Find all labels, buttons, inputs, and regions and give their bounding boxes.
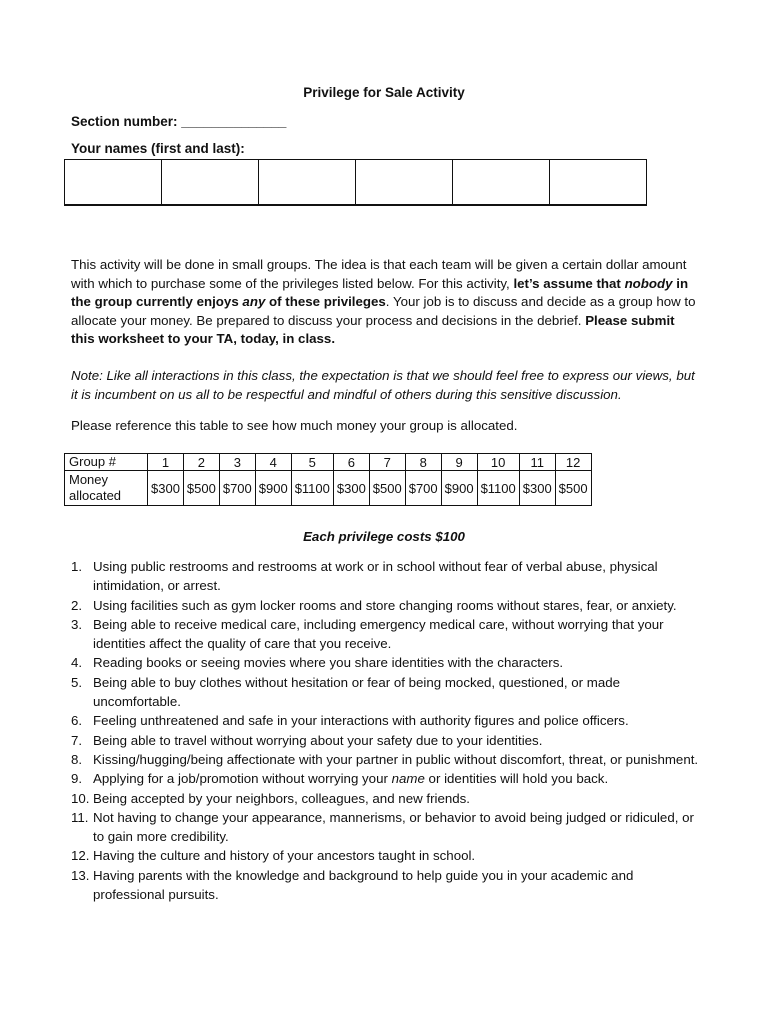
allocation-table [64,453,592,506]
group-row [65,454,592,471]
privilege-item [71,846,701,865]
group-number-cell: 6 [333,454,369,471]
money-amount-cell: $300 [148,471,184,506]
privilege-text: Being able to buy clothes without hesitation or fear of being mocked, questioned, or made uncomfortable. [93,674,621,710]
privileges-list [71,557,701,904]
group-number-cell: 10 [477,454,519,471]
privilege-item [71,653,701,672]
money-row [65,471,592,506]
privilege-number: 1. [71,559,83,574]
names-label: Your names (first and last): [71,141,245,156]
money-amount-cell: $500 [183,471,219,506]
money-amount-cell: $700 [219,471,255,506]
privilege-text: Applying for a job/promotion without worrying your [93,771,392,787]
money-amount-cell: $1100 [477,471,519,506]
privilege-number: 10. [71,790,90,806]
submit-instruction: Please submit this worksheet to your TA, today, in class. [71,312,675,347]
cost-line: Each privilege costs $100 [303,529,465,544]
privilege-number: 3. [71,616,83,632]
privilege-number: 5. [71,674,83,690]
privilege-item [71,866,701,905]
intro-bold: of these privileges [265,294,386,310]
privilege-number: 11. [71,809,89,825]
name-cell-3[interactable] [259,160,356,206]
intro-text: This activity will be done in small groups. The idea is that each team will be given a certain dollar amount with which to purchase some of the privileges listed below. For this activity, [71,257,687,291]
intro-bold-italic: any [242,294,266,310]
intro-text: . Your job is to discuss and decide as a group how to allocate your money. Be prepared to discuss your process and decisions in the debrief. [71,294,696,328]
privilege-item [71,615,701,654]
privilege-text: name [391,771,425,787]
group-number-cell: 12 [555,454,591,471]
group-number-cell: 7 [369,454,405,471]
name-cell-5[interactable] [453,160,550,206]
privilege-item [71,711,701,730]
group-number-cell: 8 [405,454,441,471]
intro-bold: let’s assume that [513,275,625,291]
section-number-field[interactable]: Section number: ______________ [71,114,287,129]
money-amount-cell: $1100 [291,471,333,506]
group-number-cell: 2 [183,454,219,471]
names-table [64,159,647,206]
money-header: Money allocated [65,471,148,506]
group-number-cell: 3 [219,454,255,471]
name-cell-2[interactable] [162,160,259,206]
privilege-item [71,750,701,769]
privilege-item [71,673,701,712]
privilege-number: 4. [71,655,83,671]
group-number-cell: 4 [255,454,291,471]
privilege-item [71,808,701,847]
money-amount-cell: $500 [555,471,591,506]
group-number-cell: 5 [291,454,333,471]
group-number-cell: 11 [519,454,555,471]
intro-bold: in the group currently enjoys [71,275,689,310]
privilege-item [71,596,701,615]
privilege-item [71,557,701,596]
privilege-text: Being able to travel without worrying about your safety due to your identities. [93,732,543,748]
intro-bold-italic: nobody [624,275,673,291]
privilege-text: Reading books or seeing movies where you share identities with the characters. [93,655,564,671]
privilege-text: Using public restrooms and restrooms at work or in school without fear of verbal abuse, physical intimidation, or arrest. [93,559,658,594]
name-cell-4[interactable] [356,160,453,206]
money-amount-cell: $300 [519,471,555,506]
privilege-text: or identities will hold you back. [424,771,609,787]
money-amount-cell: $700 [405,471,441,506]
privilege-text: Having parents with the knowledge and background to help guide you in your academic and professional pursuits. [93,867,634,903]
group-header: Group # [65,454,148,471]
privilege-text: Being accepted by your neighbors, colleagues, and new friends. [93,790,470,806]
intro-paragraph [71,256,699,349]
money-amount-cell: $500 [369,471,405,506]
privilege-text: Kissing/hugging/being affectionate with your partner in public without discomfort, threat, or punishment. [93,751,699,767]
money-amount-cell: $300 [333,471,369,506]
reference-paragraph: Please reference this table to see how much money your group is allocated. [71,418,518,433]
privilege-item [71,789,701,808]
privilege-number: 12. [71,848,90,864]
privilege-number: 2. [71,597,83,613]
privilege-number: 9. [71,771,83,787]
group-number-cell: 1 [148,454,184,471]
privilege-number: 8. [71,751,83,767]
document-title: Privilege for Sale Activity [303,85,465,100]
name-cell-6[interactable] [550,160,647,206]
money-amount-cell: $900 [255,471,291,506]
privilege-number: 6. [71,713,83,729]
group-number-cell: 9 [441,454,477,471]
privilege-number: 13. [71,867,90,883]
privilege-text: Being able to receive medical care, including emergency medical care, without worrying that your identities affect the quality of care that you receive. [93,616,664,652]
note-paragraph: Note: Like all interactions in this class, the expectation is that we should feel free to express our views, but it is incumbent on us all to be respectful and mindful of others during this sensitive discussion. [71,368,695,402]
privilege-text: Not having to change your appearance, mannerisms, or behavior to avoid being judged or ridiculed, or to gain more credibility. [93,809,694,845]
name-cell-1[interactable] [65,160,162,206]
privilege-item [71,769,701,788]
privilege-text: Feeling unthreatened and safe in your interactions with authority figures and police officers. [93,713,629,729]
privilege-text: Having the culture and history of your ancestors taught in school. [93,848,476,864]
privilege-text: Using facilities such as gym locker rooms and store changing rooms without stares, fear, or anxiety. [93,597,677,613]
privilege-item [71,731,701,750]
privilege-number: 7. [71,732,83,748]
money-amount-cell: $900 [441,471,477,506]
